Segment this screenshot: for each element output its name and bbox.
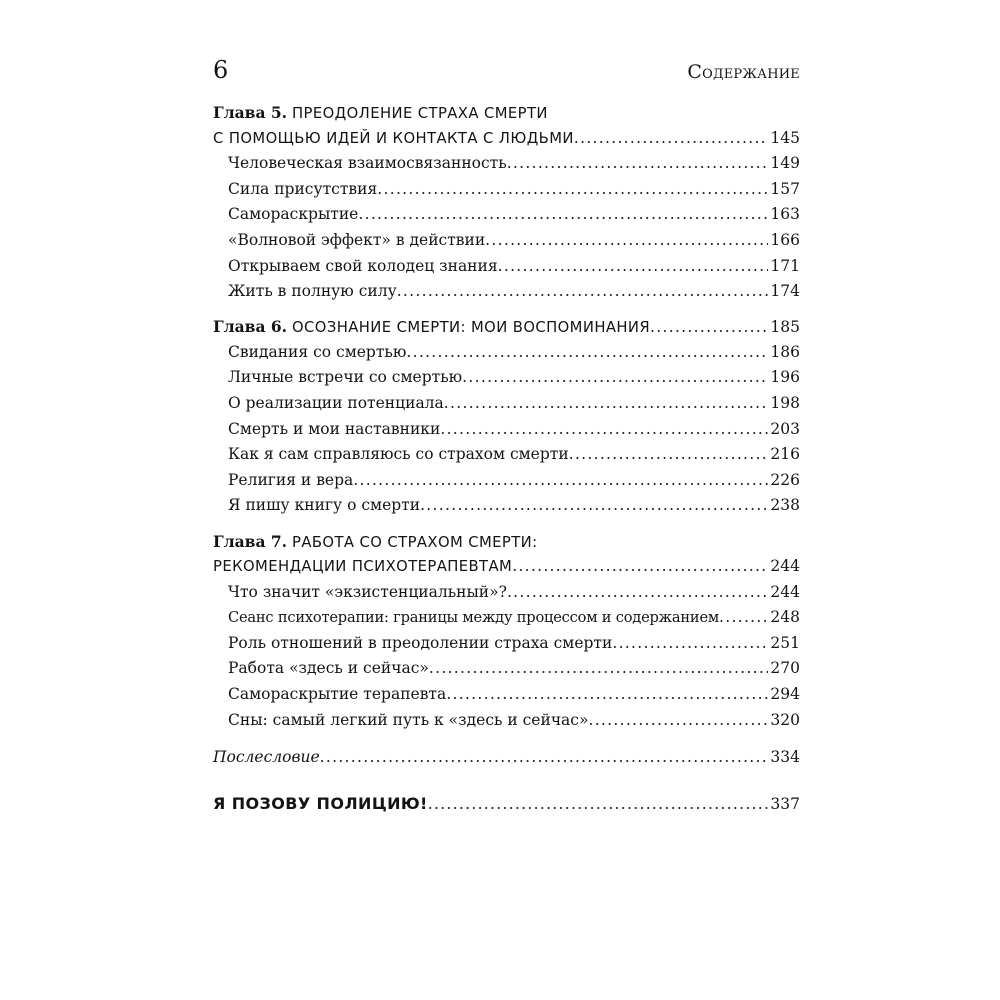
toc-entry-page: 163 bbox=[770, 205, 800, 224]
toc-entry-title: Самораскрытие bbox=[228, 205, 359, 224]
page-number: 6 bbox=[213, 56, 229, 84]
chapter-6-page: 185 bbox=[770, 318, 800, 337]
chapter-7-label: Глава 7. bbox=[213, 531, 288, 551]
leader-dots bbox=[353, 468, 768, 494]
toc-entry-title: Сны: самый легкий путь к «здесь и сейчас» bbox=[228, 710, 589, 729]
toc-entry-title: Религия и вера bbox=[228, 470, 354, 489]
leader-dots bbox=[512, 554, 768, 580]
toc-entry[interactable] bbox=[213, 228, 800, 254]
toc-entry-page: 157 bbox=[770, 179, 800, 198]
toc-entry-title: Смерть и мои наставники bbox=[228, 419, 441, 438]
leader-dots bbox=[377, 177, 768, 203]
section-spacer bbox=[213, 305, 800, 315]
toc-entry-page: 226 bbox=[770, 470, 800, 489]
toc-entry-page: 198 bbox=[770, 394, 800, 413]
leader-dots bbox=[358, 202, 768, 228]
toc-entry[interactable] bbox=[213, 580, 800, 606]
toc-entry-title: Сеанс психотерапии: границы между процессом и содержанием bbox=[228, 609, 720, 627]
toc-entry-page: 244 bbox=[770, 582, 800, 601]
toc-entry[interactable] bbox=[213, 656, 800, 682]
section-spacer bbox=[213, 733, 800, 745]
leader-dots bbox=[420, 493, 768, 519]
appendix-entry[interactable] bbox=[213, 791, 800, 817]
toc-entry-page: 270 bbox=[770, 659, 800, 678]
leader-dots bbox=[406, 340, 768, 366]
leader-dots bbox=[507, 151, 769, 177]
toc-entry[interactable] bbox=[213, 202, 800, 228]
toc-entry-title: Жить в полную силу bbox=[228, 282, 397, 301]
toc-entry-page: 203 bbox=[770, 419, 800, 438]
chapter-5-heading-line2[interactable] bbox=[213, 126, 800, 152]
toc-entry-title: Что значит «экзистенциальный»? bbox=[228, 582, 507, 601]
appendix-title: Я ПОЗОВУ ПОЛИЦИЮ! bbox=[213, 793, 428, 813]
toc-entry-page: 238 bbox=[770, 496, 800, 515]
toc-entry[interactable] bbox=[213, 151, 800, 177]
leader-dots bbox=[507, 580, 768, 606]
section-spacer bbox=[213, 519, 800, 529]
toc-entry-title: О реализации потенциала bbox=[228, 394, 444, 413]
chapter-6-heading[interactable] bbox=[213, 314, 800, 340]
toc-entry-title: «Волновой эффект» в действии bbox=[228, 230, 486, 249]
toc-entry[interactable] bbox=[213, 682, 800, 708]
toc-entry[interactable] bbox=[213, 417, 800, 443]
toc-entry-page: 320 bbox=[770, 710, 800, 729]
toc-entry-title: Самораскрытие терапевта bbox=[228, 685, 447, 704]
toc-entry-page: 196 bbox=[770, 368, 800, 387]
chapter-5-title-line2: С ПОМОЩЬЮ ИДЕЙ И КОНТАКТА С ЛЮДЬМИ bbox=[213, 129, 574, 147]
appendix-page: 337 bbox=[770, 794, 800, 813]
chapter-5-title-line1: ПРЕОДОЛЕНИЕ СТРАХА СМЕРТИ bbox=[292, 105, 548, 122]
chapter-7-title-line1: РАБОТА СО СТРАХОМ СМЕРТИ: bbox=[292, 533, 538, 551]
toc-entry-page: 174 bbox=[770, 282, 800, 301]
toc-entry[interactable] bbox=[213, 340, 800, 366]
leader-dots bbox=[588, 708, 768, 734]
table-of-contents bbox=[213, 100, 800, 816]
toc-entry-title: Как я сам справляюсь со страхом смерти bbox=[228, 445, 569, 464]
chapter-5-heading[interactable] bbox=[213, 100, 800, 126]
leader-dots bbox=[650, 315, 768, 341]
chapter-7-heading-line2[interactable] bbox=[213, 554, 800, 580]
toc-entry-page: 149 bbox=[770, 154, 800, 173]
leader-dots bbox=[574, 126, 769, 152]
toc-entry[interactable] bbox=[213, 468, 800, 494]
toc-entry-page: 186 bbox=[770, 342, 800, 361]
toc-entry[interactable] bbox=[213, 631, 800, 657]
toc-entry-title: Личные встречи со смертью bbox=[228, 368, 463, 387]
running-head: Содержание bbox=[687, 61, 800, 83]
toc-entry[interactable] bbox=[213, 493, 800, 519]
leader-dots bbox=[320, 745, 769, 771]
leader-dots bbox=[428, 792, 769, 818]
toc-entry-page: 166 bbox=[770, 230, 800, 249]
section-spacer bbox=[213, 771, 800, 791]
leader-dots bbox=[612, 631, 768, 657]
chapter-7-heading[interactable] bbox=[213, 529, 800, 555]
toc-entry[interactable] bbox=[213, 177, 800, 203]
chapter-6-label: Глава 6. bbox=[213, 317, 288, 337]
toc-entry-title: Я пишу книгу о смерти bbox=[228, 496, 421, 515]
chapter-6-title: ОСОЗНАНИЕ СМЕРТИ: МОИ ВОСПОМИНАНИЯ bbox=[292, 319, 651, 337]
toc-entry-title: Открываем свой колодец знания bbox=[228, 256, 498, 275]
leader-dots bbox=[444, 391, 769, 417]
toc-entry[interactable] bbox=[213, 442, 800, 468]
toc-entry-title: Работа «здесь и сейчас» bbox=[228, 659, 429, 678]
toc-entry[interactable] bbox=[213, 605, 800, 631]
toc-entry-title: Роль отношений в преодолении страха смерти bbox=[228, 633, 613, 652]
leader-dots bbox=[397, 279, 769, 305]
toc-entry[interactable] bbox=[213, 391, 800, 417]
toc-entry[interactable] bbox=[213, 708, 800, 734]
chapter-5-label: Глава 5. bbox=[213, 103, 288, 122]
toc-entry[interactable] bbox=[213, 279, 800, 305]
toc-entry-title: Сила присутствия bbox=[228, 179, 378, 198]
toc-entry-page: 171 bbox=[770, 256, 800, 275]
leader-dots bbox=[440, 417, 768, 443]
afterword-entry[interactable] bbox=[213, 745, 800, 771]
toc-entry-page: 248 bbox=[770, 608, 800, 627]
leader-dots bbox=[485, 228, 768, 254]
leader-dots bbox=[462, 365, 768, 391]
chapter-7-page: 244 bbox=[770, 557, 800, 576]
leader-dots bbox=[719, 605, 768, 631]
afterword-title: Послесловие bbox=[213, 748, 320, 767]
toc-entry-page: 294 bbox=[770, 685, 800, 704]
leader-dots bbox=[569, 442, 769, 468]
afterword-page: 334 bbox=[770, 748, 800, 767]
leader-dots bbox=[498, 254, 769, 280]
toc-entry-title: Человеческая взаимосвязанность bbox=[228, 154, 507, 173]
leader-dots bbox=[446, 682, 768, 708]
chapter-7-title-line2: РЕКОМЕНДАЦИИ ПСИХОТЕРАПЕВТАМ bbox=[213, 558, 513, 576]
leader-dots bbox=[429, 656, 769, 682]
toc-entry[interactable] bbox=[213, 365, 800, 391]
toc-entry[interactable] bbox=[213, 254, 800, 280]
toc-entry-title: Свидания со смертью bbox=[228, 342, 407, 361]
toc-entry-page: 216 bbox=[770, 445, 800, 464]
toc-entry-page: 251 bbox=[770, 633, 800, 652]
chapter-5-page: 145 bbox=[770, 128, 800, 147]
